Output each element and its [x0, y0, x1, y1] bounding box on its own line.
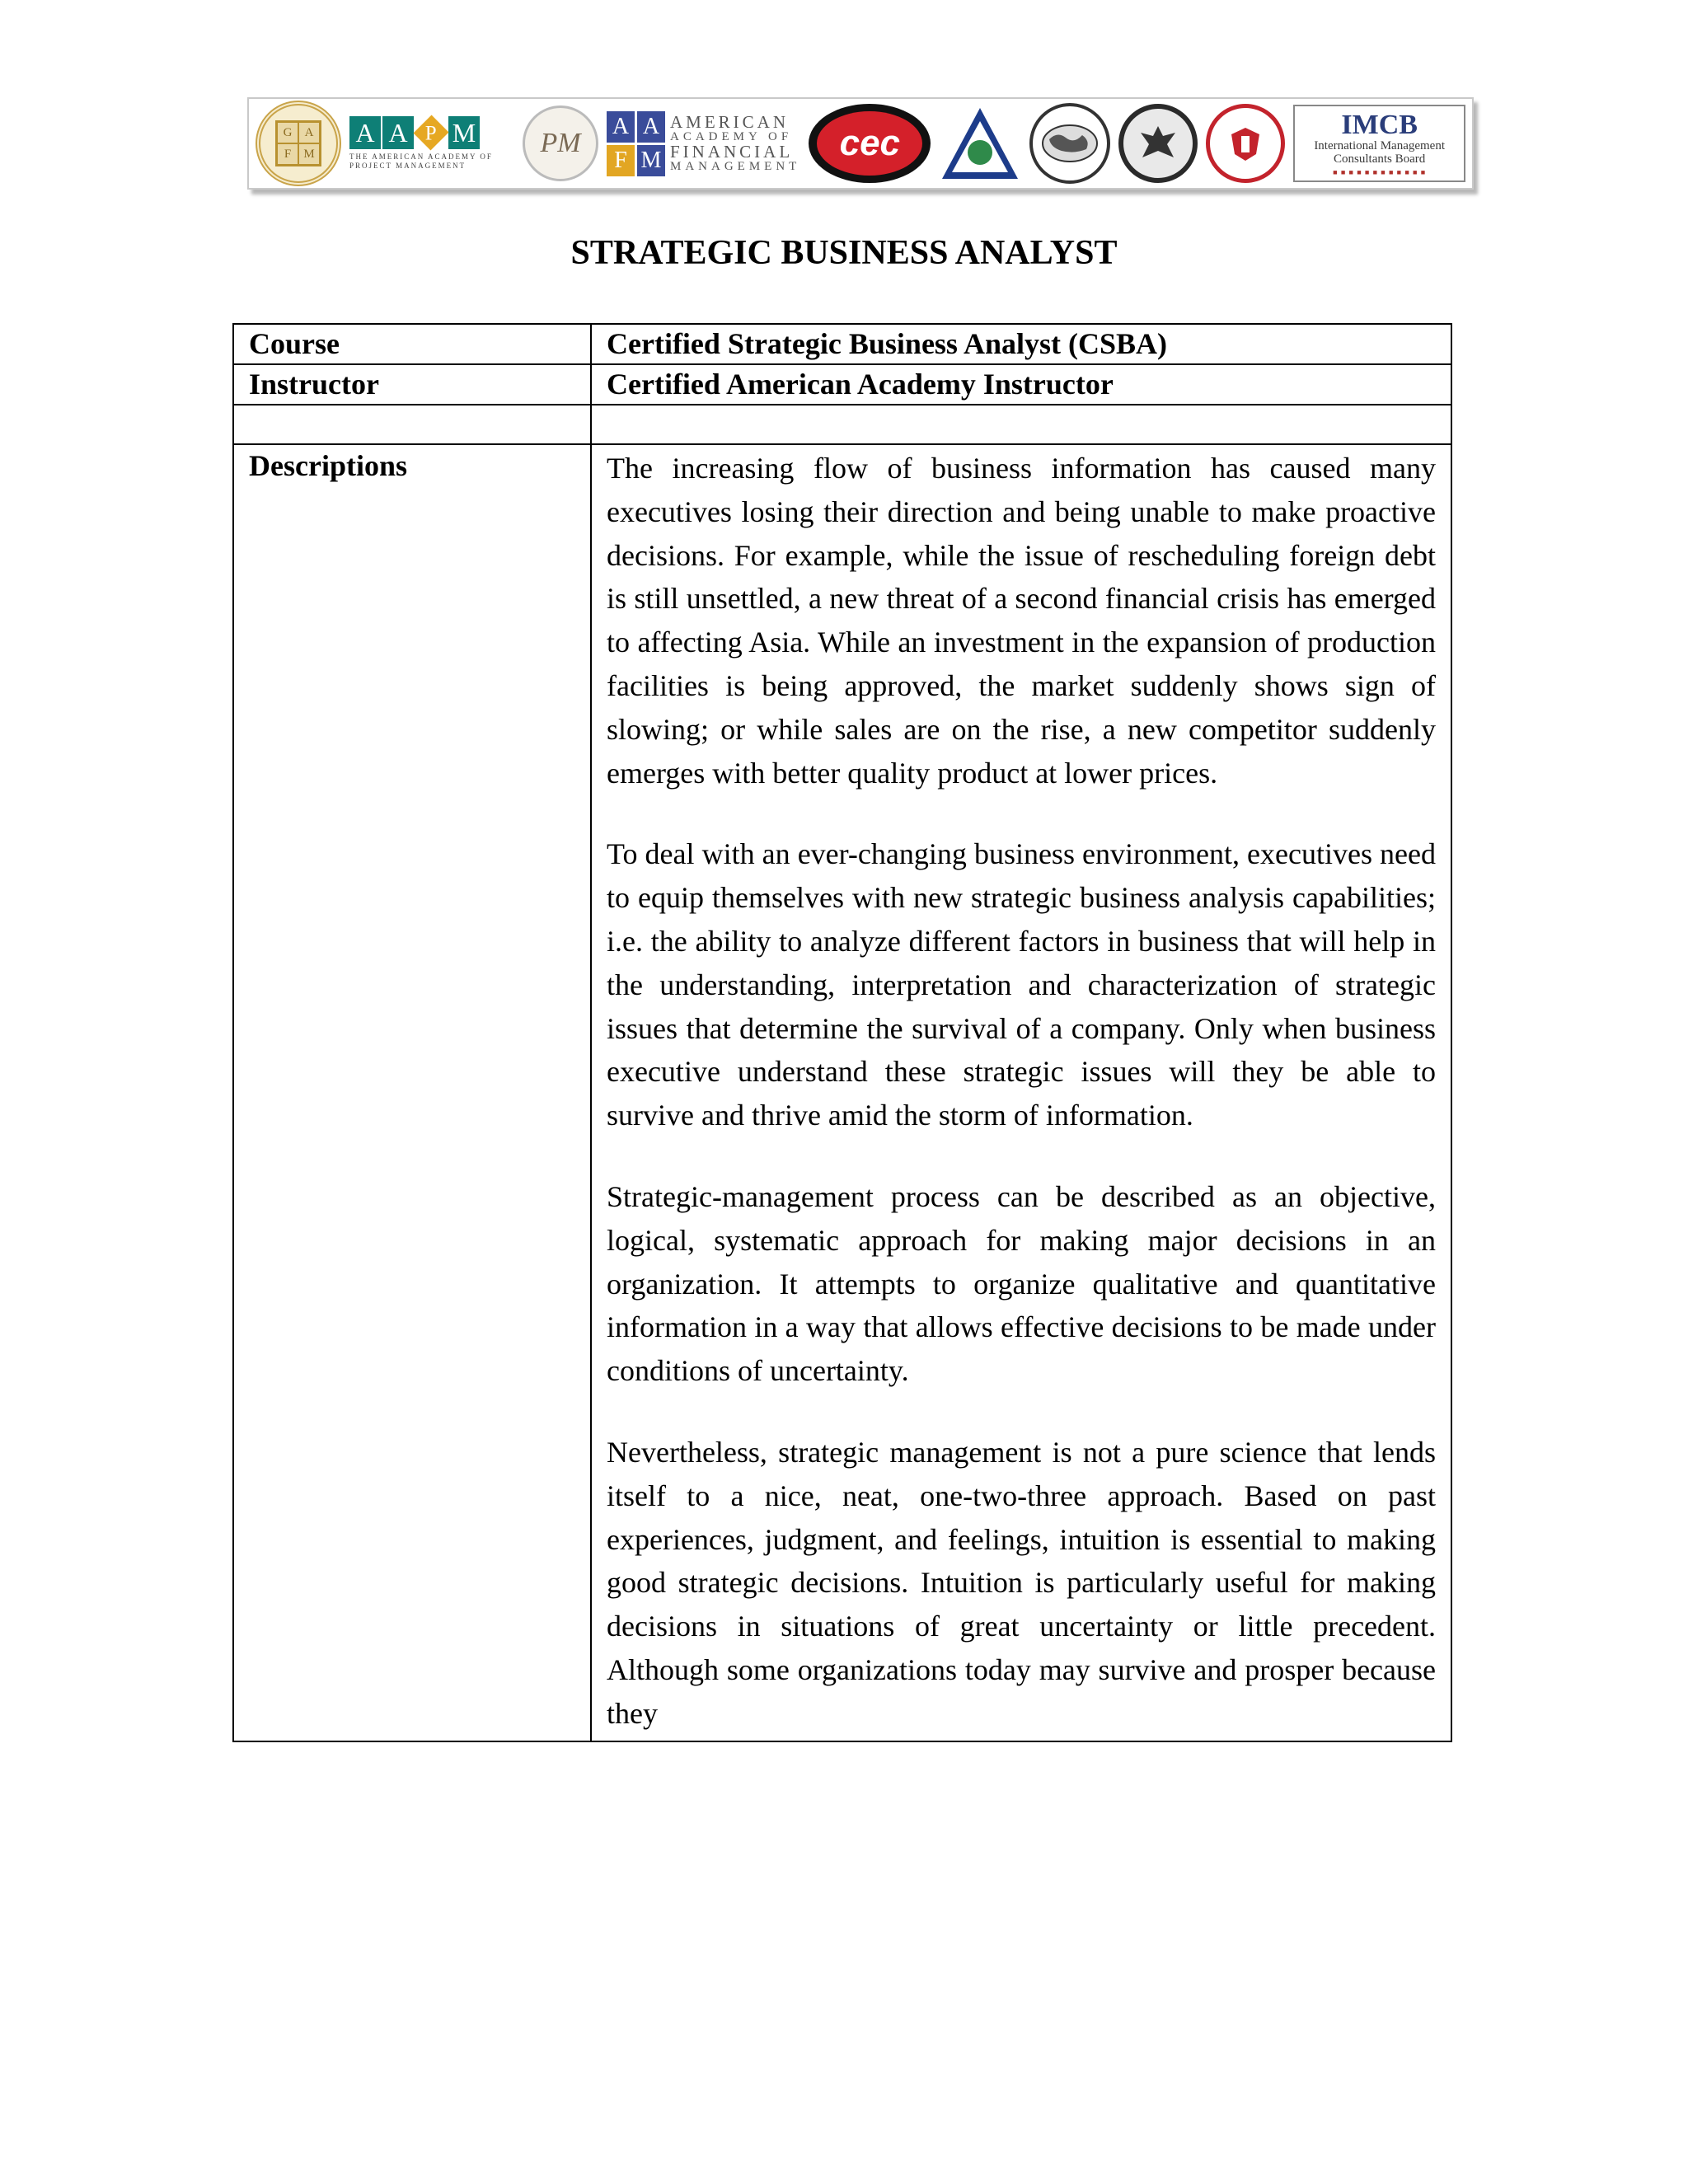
aapm-subtitle: THE AMERICAN ACADEMY OF PROJECT MANAGEMENT [349, 152, 493, 170]
aafm-letter: F [607, 145, 635, 176]
aafm-letter: M [637, 145, 665, 176]
logo-banner [247, 97, 1474, 190]
gafm-seal-logo: G A F M [256, 101, 341, 186]
aapm-letter: M [448, 116, 480, 149]
aafm-letter: A [637, 111, 665, 143]
cec-logo: cec [809, 104, 931, 183]
table-row-instructor [233, 364, 1451, 405]
globe-seal-logo [1029, 103, 1110, 184]
pm-seal-logo: PM [523, 105, 598, 181]
page-title: STRATEGIC BUSINESS ANALYST [570, 234, 1118, 272]
instructor-value: Certified American Academy Instructor [591, 364, 1451, 405]
description-paragraph: To deal with an ever-changing business environment, executives need to equip themselves with new strategic business analysis capabilities; i.e. the ability to analyze different factors in business that will help in the understanding, interpretation and characterization of strategic issues that determine the survival of a company. Only when business executive understand these strategic issues will they be able to survive and thrive amid the storm of information. [607, 837, 1436, 1132]
descriptions-body [591, 444, 1451, 1741]
description-paragraph: The increasing flow of business information has caused many executives losing their direction and being unable to make proactive decisions. For example, while the issue of rescheduling foreign debt is still unsettled, a new threat of a second financial crisis has emerged to affecting Asia. While an investment in the expansion of production facilities is being approved, the market suddenly shows sign of slowing; or while sales are on the rise, a new competitor suddenly emerges with better quality product at lower prices. [607, 452, 1436, 790]
table-row-empty [233, 405, 1451, 444]
aapm-letter: A [349, 116, 381, 149]
table-row-course [233, 324, 1451, 364]
aapm-logo [349, 116, 514, 171]
course-label: Course [233, 324, 591, 364]
course-value: Certified Strategic Business Analyst (CSBA) [591, 324, 1451, 364]
description-paragraph: Strategic-management process can be described as an objective, logical, systematic approach for making major decisions in an organization. It attempts to organize qualitative and quantitative information in a way that allows effective decisions to be made under conditions of uncertainty. [607, 1179, 1436, 1388]
aapm-letter: A [382, 116, 414, 149]
instructor-label: Instructor [233, 364, 591, 405]
flags-strip: ■ ■ ■ ■ ■ ■ ■ ■ ■ ■ ■ ■ [1333, 167, 1427, 176]
aafm-logo [607, 111, 800, 176]
red-seal-logo [1206, 104, 1285, 183]
aafm-letter: A [607, 111, 635, 143]
aapm-letter: P [413, 115, 448, 150]
table-row-descriptions [233, 444, 1451, 1741]
description-paragraph: Nevertheless, strategic management is not a pure science that lends itself to a nice, neat, one-two-three approach. Based on past experiences, judgment, and feelings, intuition is essential to making good strategic decisions. Intuition is particularly useful for making decisions in situations of great uncertainty or little precedent. Although some organizations today may survive and prosper because they [607, 1435, 1436, 1730]
aafm-name: AMERICAN ACADEMY OF FINANCIAL MANAGEMENT [670, 112, 801, 173]
imcb-logo: IMCB International Management Consultants Board ■ ■ ■ ■ ■ ■ ■ ■ ■ ■ ■ ■ [1293, 105, 1465, 182]
eagle-seal-logo [1118, 104, 1198, 183]
course-info-table [232, 323, 1452, 1742]
descriptions-label: Descriptions [233, 444, 591, 1741]
triangle-emblem-logo [939, 105, 1021, 182]
